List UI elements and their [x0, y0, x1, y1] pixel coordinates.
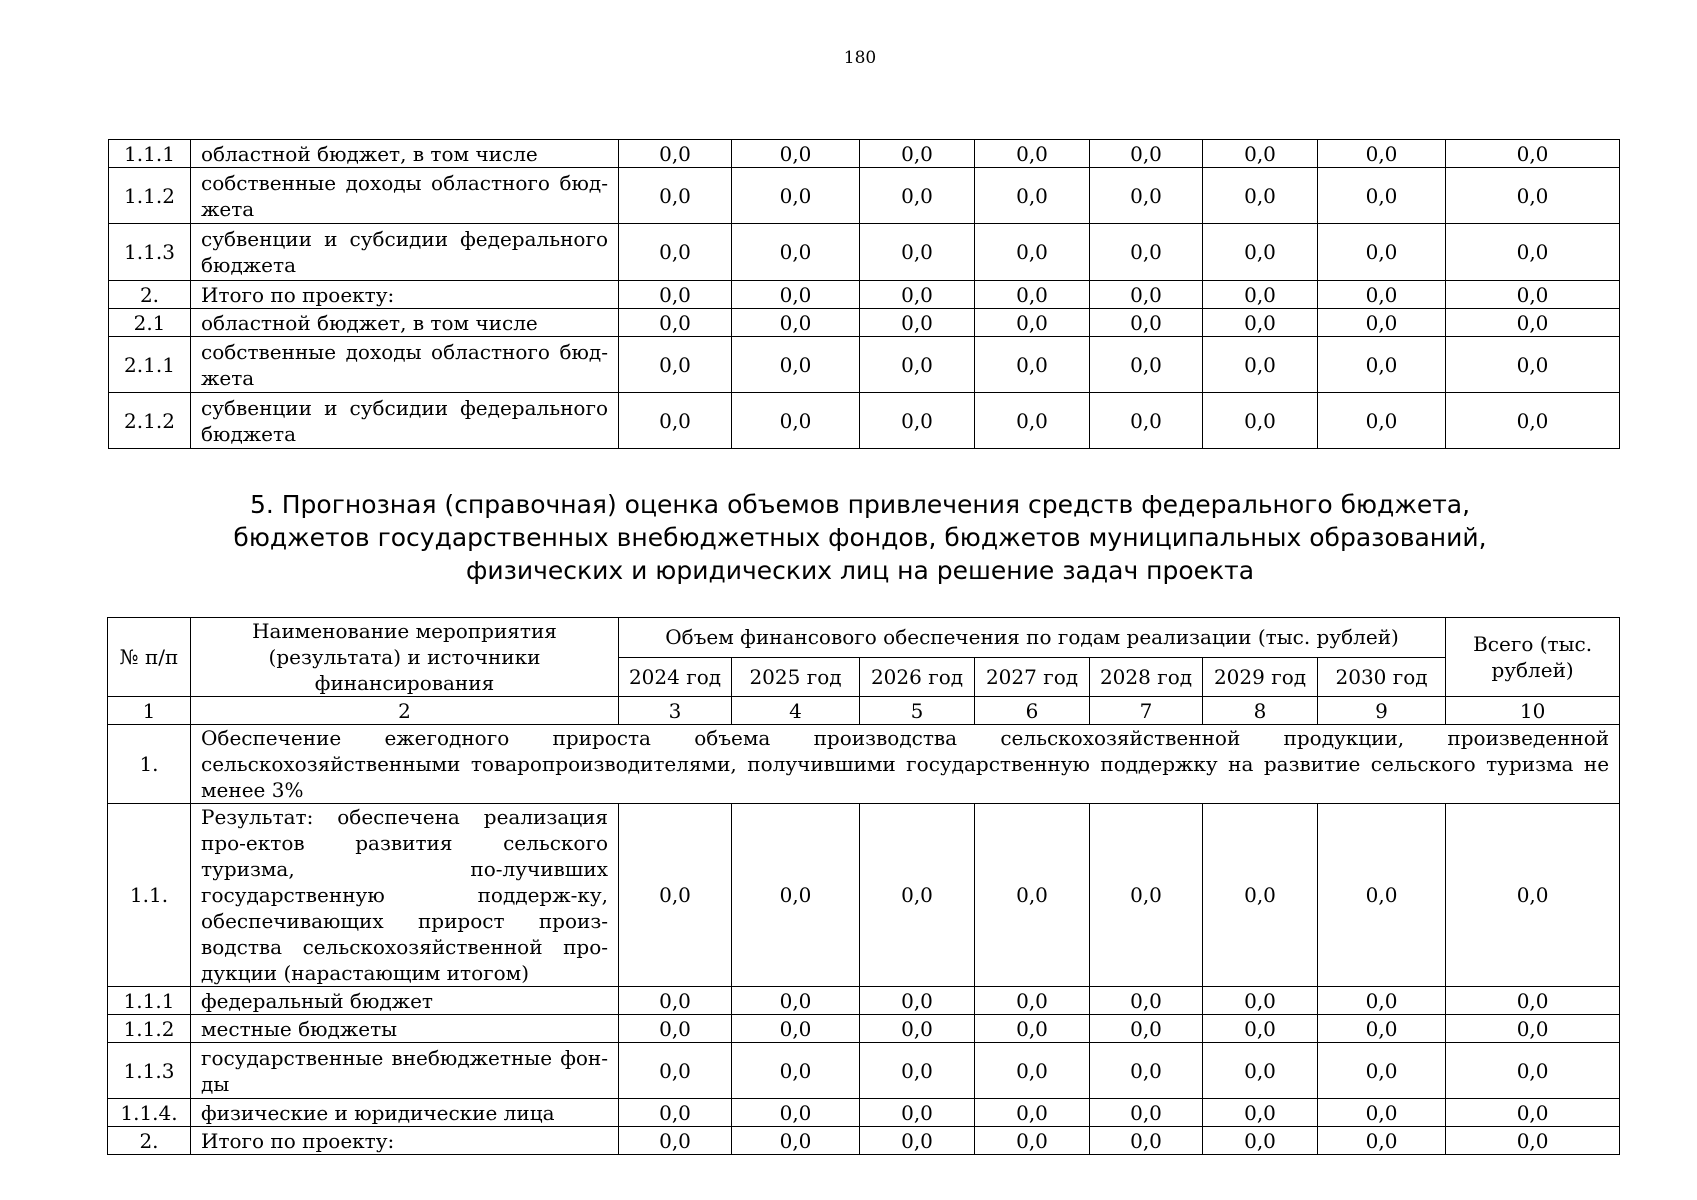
- top-budget-table: [108, 139, 1620, 449]
- row-number: 1.1.1: [108, 987, 191, 1015]
- table-row: [108, 1043, 1620, 1099]
- row-name: Результат: обеспечена реализация про-ектов развития сельского туризма, по-лучивших государственную поддерж-ку, обеспечивающих прирост произ-водства сельскохозяйственной про-дукции (нарастающим итогом): [191, 804, 619, 987]
- value-cell: 0,0: [619, 1015, 732, 1043]
- value-cell: 0,0: [732, 309, 860, 337]
- value-cell: 0,0: [1090, 168, 1203, 224]
- row-name: государственные внебюджетные фон-ды: [191, 1043, 619, 1099]
- value-cell: 0,0: [1090, 140, 1203, 168]
- value-cell: 0,0: [1203, 140, 1318, 168]
- value-cell: 0,0: [1318, 393, 1446, 449]
- value-cell: 0,0: [1203, 309, 1318, 337]
- value-cell: 0,0: [1203, 987, 1318, 1015]
- value-cell: 0,0: [619, 1127, 732, 1155]
- value-cell: 0,0: [975, 804, 1090, 987]
- value-cell: 0,0: [1203, 1015, 1318, 1043]
- column-number: 9: [1318, 697, 1446, 725]
- value-cell: 0,0: [1318, 1099, 1446, 1127]
- value-cell: 0,0: [1318, 804, 1446, 987]
- value-cell: 0,0: [732, 804, 860, 987]
- value-cell: 0,0: [732, 281, 860, 309]
- value-cell: 0,0: [619, 281, 732, 309]
- value-cell: 0,0: [1203, 281, 1318, 309]
- row-number: 1.1.3: [109, 224, 191, 281]
- value-cell: 0,0: [975, 337, 1090, 393]
- funding-estimate-table: [107, 617, 1620, 1155]
- table-row: [109, 337, 1620, 393]
- value-cell: 0,0: [1446, 1099, 1620, 1127]
- value-cell: 0,0: [1203, 393, 1318, 449]
- row-number: 1.1.4.: [108, 1099, 191, 1127]
- row-name: местные бюджеты: [191, 1015, 619, 1043]
- section-title-line-2: бюджетов государственных внебюджетных фондов, бюджетов муниципальных образований,: [233, 523, 1487, 552]
- value-cell: 0,0: [619, 309, 732, 337]
- column-number: 4: [732, 697, 860, 725]
- value-cell: 0,0: [1090, 281, 1203, 309]
- header-year: 2027 год: [975, 657, 1090, 697]
- value-cell: 0,0: [1446, 804, 1620, 987]
- column-number: 10: [1446, 697, 1620, 725]
- row-name: субвенции и субсидии федерального бюджета: [191, 393, 619, 449]
- value-cell: 0,0: [860, 168, 975, 224]
- value-cell: 0,0: [975, 393, 1090, 449]
- row-name: Итого по проекту:: [191, 281, 619, 309]
- value-cell: 0,0: [975, 1043, 1090, 1099]
- row-name: областной бюджет, в том числе: [191, 309, 619, 337]
- value-cell: 0,0: [1446, 393, 1620, 449]
- table-row: [109, 224, 1620, 281]
- table-row: [108, 1015, 1620, 1043]
- header-total: Всего (тыс. рублей): [1446, 618, 1620, 697]
- value-cell: 0,0: [619, 337, 732, 393]
- value-cell: 0,0: [1318, 224, 1446, 281]
- value-cell: 0,0: [1090, 309, 1203, 337]
- value-cell: 0,0: [860, 1015, 975, 1043]
- row-number: 2.1.1: [109, 337, 191, 393]
- value-cell: 0,0: [1446, 309, 1620, 337]
- header-year: 2024 год: [619, 657, 732, 697]
- value-cell: 0,0: [1318, 168, 1446, 224]
- value-cell: 0,0: [732, 140, 860, 168]
- value-cell: 0,0: [860, 393, 975, 449]
- column-number: 3: [619, 697, 732, 725]
- header-year: 2030 год: [1318, 657, 1446, 697]
- header-year: 2028 год: [1090, 657, 1203, 697]
- row-name: федеральный бюджет: [191, 987, 619, 1015]
- column-number: 7: [1090, 697, 1203, 725]
- row-number: 1.1.3: [108, 1043, 191, 1099]
- value-cell: 0,0: [860, 337, 975, 393]
- header-name: Наименование мероприятия (результата) и источники финансирования: [191, 618, 619, 697]
- value-cell: 0,0: [975, 140, 1090, 168]
- value-cell: 0,0: [1203, 224, 1318, 281]
- value-cell: 0,0: [975, 224, 1090, 281]
- value-cell: 0,0: [1090, 1099, 1203, 1127]
- row-number: 1.1.: [108, 804, 191, 987]
- value-cell: 0,0: [1090, 393, 1203, 449]
- value-cell: 0,0: [1446, 140, 1620, 168]
- value-cell: 0,0: [1446, 1015, 1620, 1043]
- column-number: 5: [860, 697, 975, 725]
- row-number: 2.: [109, 281, 191, 309]
- value-cell: 0,0: [732, 168, 860, 224]
- value-cell: 0,0: [1203, 1127, 1318, 1155]
- value-cell: 0,0: [975, 168, 1090, 224]
- row-name: собственные доходы областного бюд-жета: [191, 168, 619, 224]
- value-cell: 0,0: [732, 1015, 860, 1043]
- value-cell: 0,0: [860, 309, 975, 337]
- value-cell: 0,0: [1318, 1015, 1446, 1043]
- value-cell: 0,0: [1446, 987, 1620, 1015]
- table-row: [109, 140, 1620, 168]
- value-cell: 0,0: [732, 1099, 860, 1127]
- task-row-text: Обеспечение ежегодного прироста объема производства сельскохозяйственной продукции, произведенной сельскохозяйственными товаропроизводителями, получившими государственную поддержку на развитие сельского туризма не менее 3%: [191, 725, 1620, 804]
- row-name: областной бюджет, в том числе: [191, 140, 619, 168]
- value-cell: 0,0: [860, 1127, 975, 1155]
- table-row: [108, 1099, 1620, 1127]
- value-cell: 0,0: [860, 281, 975, 309]
- row-number: 2.1: [109, 309, 191, 337]
- row-number: 2.: [108, 1127, 191, 1155]
- row-name: физические и юридические лица: [191, 1099, 619, 1127]
- value-cell: 0,0: [1090, 224, 1203, 281]
- value-cell: 0,0: [1446, 337, 1620, 393]
- value-cell: 0,0: [975, 309, 1090, 337]
- value-cell: 0,0: [1446, 281, 1620, 309]
- value-cell: 0,0: [732, 337, 860, 393]
- value-cell: 0,0: [860, 224, 975, 281]
- table-row: [108, 1127, 1620, 1155]
- value-cell: 0,0: [860, 1099, 975, 1127]
- value-cell: 0,0: [1446, 168, 1620, 224]
- value-cell: 0,0: [1090, 987, 1203, 1015]
- value-cell: 0,0: [1318, 309, 1446, 337]
- section-title: [200, 488, 1520, 587]
- value-cell: 0,0: [860, 804, 975, 987]
- value-cell: 0,0: [1446, 1127, 1620, 1155]
- value-cell: 0,0: [975, 1099, 1090, 1127]
- value-cell: 0,0: [732, 1127, 860, 1155]
- value-cell: 0,0: [1318, 1043, 1446, 1099]
- value-cell: 0,0: [1090, 1015, 1203, 1043]
- value-cell: 0,0: [1203, 337, 1318, 393]
- value-cell: 0,0: [619, 1043, 732, 1099]
- value-cell: 0,0: [619, 224, 732, 281]
- value-cell: 0,0: [1090, 804, 1203, 987]
- value-cell: 0,0: [619, 1099, 732, 1127]
- value-cell: 0,0: [1203, 804, 1318, 987]
- value-cell: 0,0: [860, 140, 975, 168]
- value-cell: 0,0: [1318, 987, 1446, 1015]
- value-cell: 0,0: [975, 1015, 1090, 1043]
- value-cell: 0,0: [732, 1043, 860, 1099]
- table-row: [109, 168, 1620, 224]
- value-cell: 0,0: [619, 140, 732, 168]
- section-title-line-1: 5. Прогнозная (справочная) оценка объемов привлечения средств федерального бюджета,: [249, 490, 1471, 519]
- value-cell: 0,0: [1090, 337, 1203, 393]
- value-cell: 0,0: [975, 987, 1090, 1015]
- value-cell: 0,0: [1203, 1099, 1318, 1127]
- value-cell: 0,0: [732, 987, 860, 1015]
- value-cell: 0,0: [619, 987, 732, 1015]
- value-cell: 0,0: [1318, 140, 1446, 168]
- value-cell: 0,0: [732, 393, 860, 449]
- value-cell: 0,0: [1203, 1043, 1318, 1099]
- column-number: 8: [1203, 697, 1318, 725]
- value-cell: 0,0: [732, 224, 860, 281]
- value-cell: 0,0: [619, 168, 732, 224]
- value-cell: 0,0: [975, 281, 1090, 309]
- column-number: 6: [975, 697, 1090, 725]
- table-row: [109, 309, 1620, 337]
- value-cell: 0,0: [619, 804, 732, 987]
- header-year: 2025 год: [732, 657, 860, 697]
- value-cell: 0,0: [619, 393, 732, 449]
- page-number: 180: [843, 48, 877, 68]
- table-row: [108, 804, 1620, 987]
- header-year: 2029 год: [1203, 657, 1318, 697]
- value-cell: 0,0: [860, 987, 975, 1015]
- row-name: Итого по проекту:: [191, 1127, 619, 1155]
- column-number: 1: [108, 697, 191, 725]
- value-cell: 0,0: [1090, 1043, 1203, 1099]
- value-cell: 0,0: [1318, 337, 1446, 393]
- value-cell: 0,0: [1318, 1127, 1446, 1155]
- value-cell: 0,0: [1203, 168, 1318, 224]
- table-row: [109, 393, 1620, 449]
- value-cell: 0,0: [975, 1127, 1090, 1155]
- row-number: 2.1.2: [109, 393, 191, 449]
- value-cell: 0,0: [1446, 1043, 1620, 1099]
- header-volume: Объем финансового обеспечения по годам реализации (тыс. рублей): [619, 618, 1446, 658]
- value-cell: 0,0: [1318, 281, 1446, 309]
- row-number: 1.1.1: [109, 140, 191, 168]
- row-name: собственные доходы областного бюд-жета: [191, 337, 619, 393]
- value-cell: 0,0: [1446, 224, 1620, 281]
- header-year: 2026 год: [860, 657, 975, 697]
- section-title-line-3: физических и юридических лиц на решение задач проекта: [465, 556, 1255, 585]
- row-name: субвенции и субсидии федерального бюджета: [191, 224, 619, 281]
- row-number: 1.1.2: [108, 1015, 191, 1043]
- column-number: 2: [191, 697, 619, 725]
- value-cell: 0,0: [1090, 1127, 1203, 1155]
- table-row: [108, 987, 1620, 1015]
- table-row: [109, 281, 1620, 309]
- value-cell: 0,0: [860, 1043, 975, 1099]
- header-no: № п/п: [108, 618, 191, 697]
- task-row-no: 1.: [108, 725, 191, 804]
- row-number: 1.1.2: [109, 168, 191, 224]
